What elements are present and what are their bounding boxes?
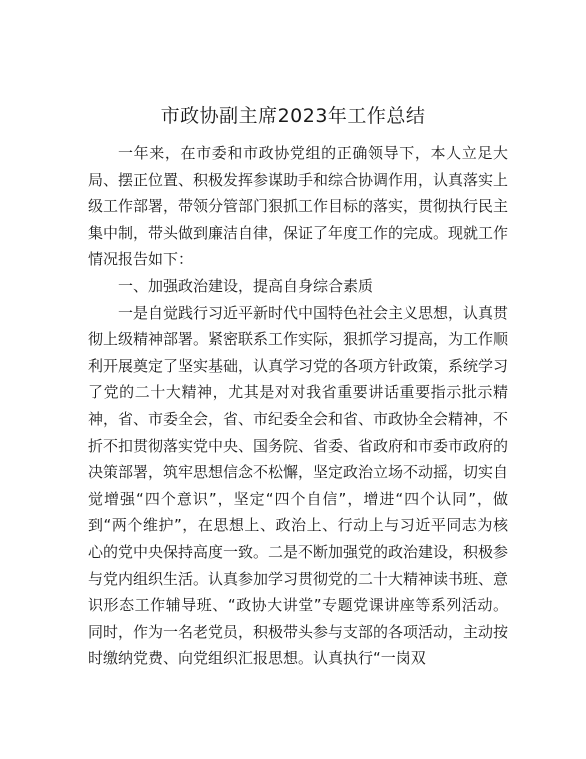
section-heading: 一、加强政治建设，提高自身综合素质 (118, 276, 374, 295)
body-paragraph: 一是自觉践行习近平新时代中国特色社会主义思想，认真贯彻上级精神部署。紧密联系工作实际，狠抓学习提高，为工作顺利开展奠定了坚实基础，认真学习党的各项方针政策，系统学习了党的二十大精神，尤其是对对我省重要讲话重要指示批示精神，省、市委全会，省、市纪委全会和省、市政协全会精神，不折不扣贯彻落实党中央、国务院、省委、省政府和市委市政府的决策部署，筑牢思想信念不松懈，坚定政治立场不动摇，切实自觉增强“四个意识”，坚定“四个自信”，增进“四个认同”，做到“两个维护”，在思想上、政治上、行动上与习近平同志为核心的党中央保持高度一致。二是不断加强党的政治建设，积极参与党内组织生活。认真参加学习贯彻党的二十大精神读书班、意识形态工作辅导班、“政协大讲堂”专题党课讲座等系列活动。同时，作为一名老党员，积极带头参与支部的各项活动，主动按时缴纳党费、向党组织汇报思想。认真执行“一岗双 (88, 303, 509, 668)
document-title: 市政协副主席2023年工作总结 (160, 105, 426, 127)
intro-paragraph: 一年来，在市委和市政协党组的正确领导下，本人立足大局、摆正位置、积极发挥参谋助手和综合协调作用，认真落实上级工作部署，带领分管部门狠抓工作目标的落实，贯彻执行民主集中制，带头做到廉洁自律，保证了年度工作的完成。现就工作情况报告如下： (88, 144, 509, 269)
document-body (88, 140, 508, 672)
